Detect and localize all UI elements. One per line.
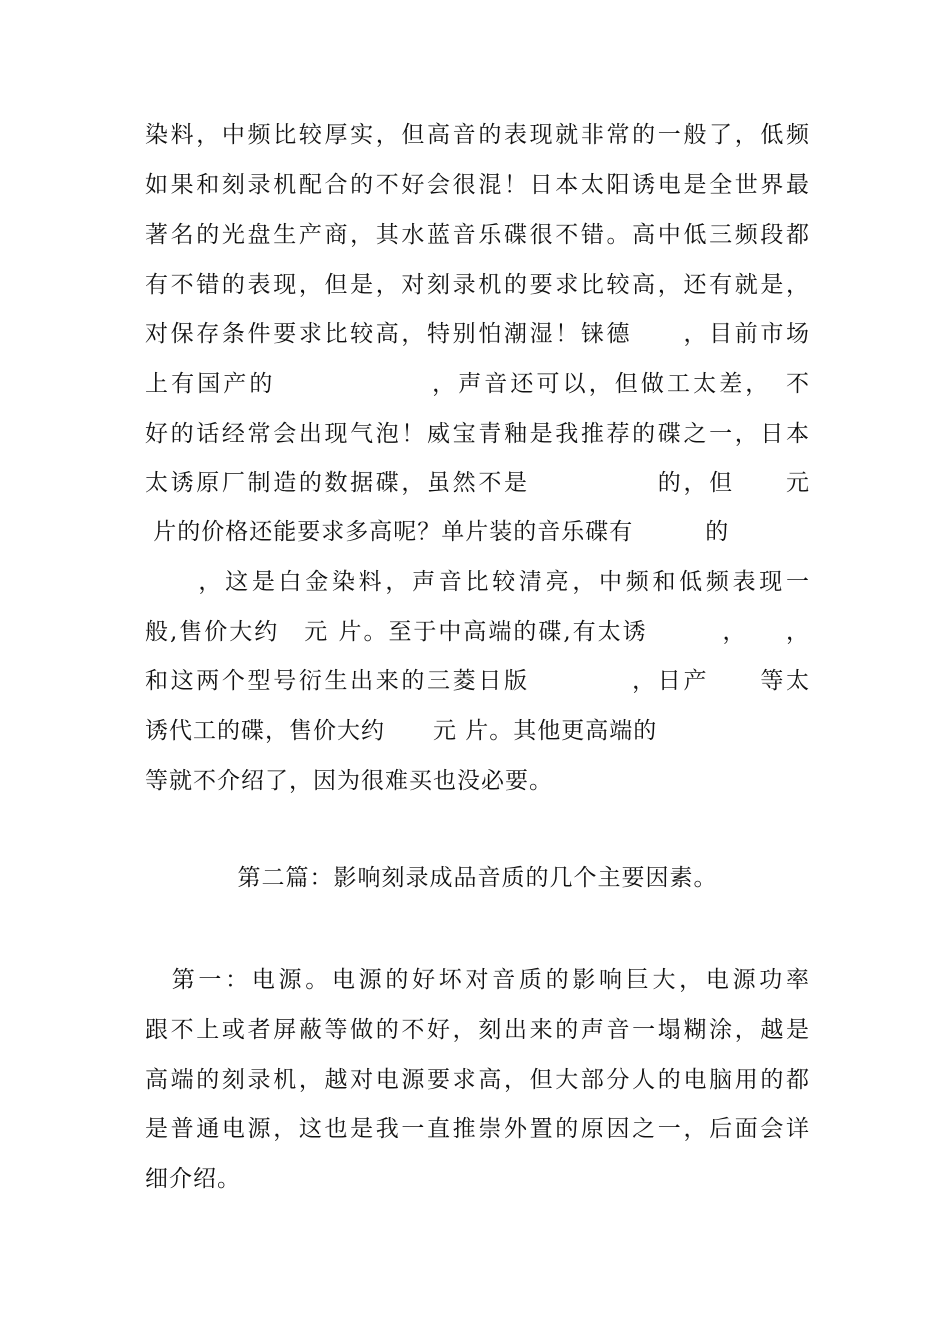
paragraph-1-line: 诱代工的碟，售价大约 元 片。其他更高端的 [145, 718, 658, 744]
paragraph-1-line: 对保存条件要求比较高，特别怕潮湿！铼德 ，目前市场 [145, 321, 810, 347]
paragraph-2-line: 细介绍。 [145, 1166, 241, 1192]
paragraph-1-line: 般,售价大约 元 片。至于中高端的碟,有太诱 ， ， [145, 619, 810, 645]
paragraph-2-line: 跟不上或者屏蔽等做的不好，刻出来的声音一塌糊涂，越是 [145, 1017, 810, 1043]
paragraph-1-line: 和这两个型号衍生出来的三菱日版 ，日产 等太 [145, 668, 810, 694]
paragraph-2-line: 是普通电源，这也是我一直推崇外置的原因之一，后面会详 [145, 1116, 810, 1142]
paragraph-2-line: 第一：电源。电源的好坏对音质的影响巨大，电源功率 [145, 967, 810, 993]
paragraph-1-line: 有不错的表现，但是，对刻录机的要求比较高，还有就是， [145, 272, 810, 298]
paragraph-1-line: 片的价格还能要求多高呢？单片装的音乐碟有 的 [145, 519, 730, 545]
paragraph-2-line: 高端的刻录机，越对电源要求高，但大部分人的电脑用的都 [145, 1067, 810, 1093]
section-heading: 第二篇：影响刻录成品音质的几个主要因素。 [237, 865, 718, 891]
paragraph-1-line: 染料，中频比较厚实，但高音的表现就非常的一般了，低频 [145, 122, 810, 148]
paragraph-1-line: 上有国产的 ，声音还可以，但做工太差， 不 [145, 371, 810, 397]
paragraph-1-line: 好的话经常会出现气泡！威宝青釉是我推荐的碟之一，日本 [145, 421, 810, 447]
paragraph-1-line: 等就不介绍了，因为很难买也没必要。 [145, 768, 553, 794]
paragraph-1-line: 如果和刻录机配合的不好会很混！日本太阳诱电是全世界最 [145, 172, 810, 198]
paragraph-1-line: 太诱原厂制造的数据碟，虽然不是 的，但 元 [145, 470, 810, 496]
paragraph-1-line: 著名的光盘生产商，其水蓝音乐碟很不错。高中低三频段都 [145, 222, 810, 248]
paragraph-1-line: ，这是白金染料，声音比较清亮，中频和低频表现一 [145, 569, 810, 595]
